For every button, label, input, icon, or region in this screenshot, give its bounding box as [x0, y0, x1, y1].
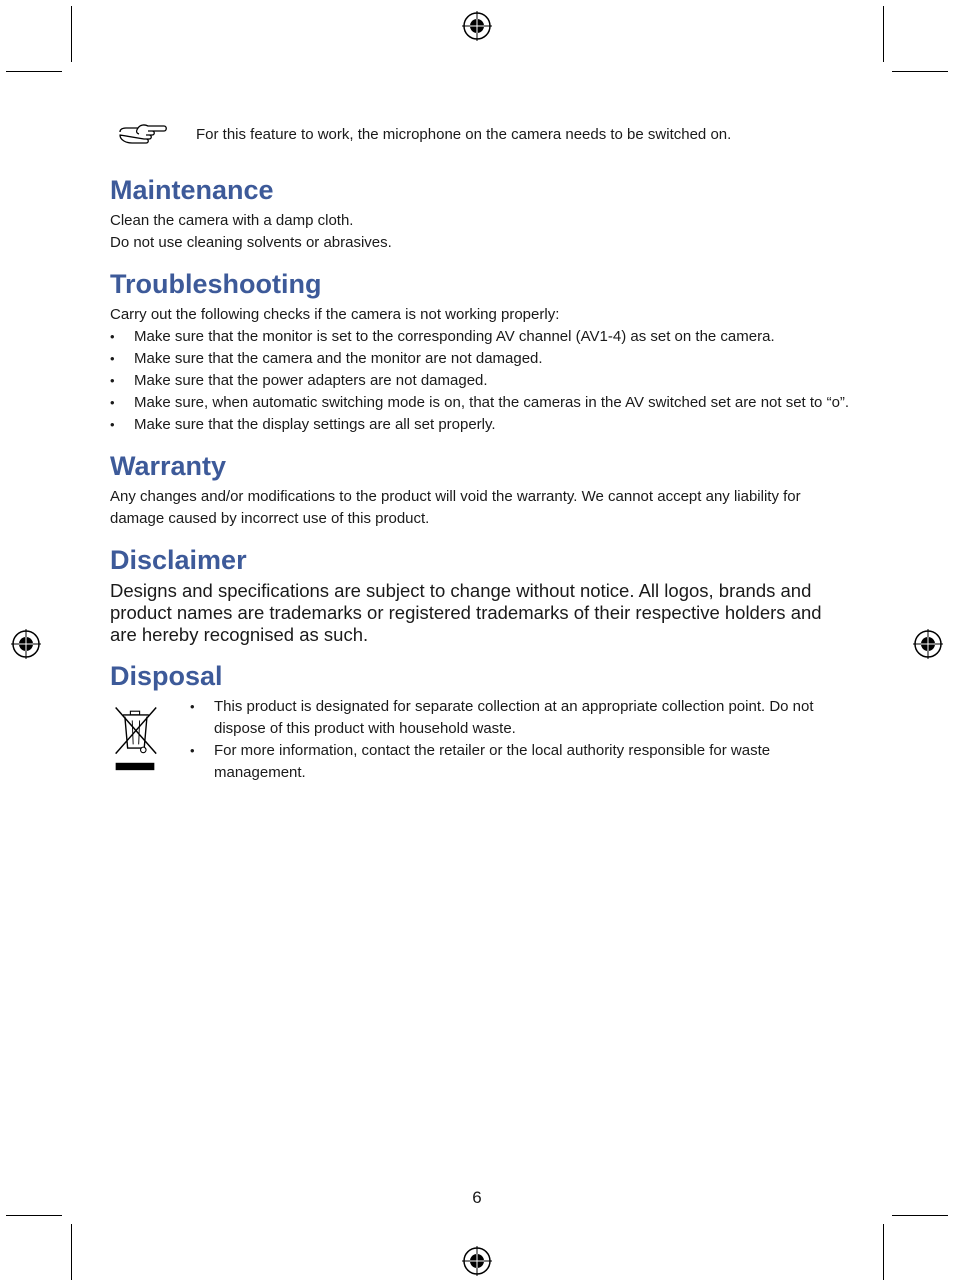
crop-mark-top-left-horizontal — [6, 71, 62, 72]
warranty-text: Any changes and/or modifications to the product will void the warranty. We cannot accept any liability for damage caused by incorrect use of this product. — [110, 488, 801, 527]
bullet: • — [110, 351, 115, 366]
crop-mark-bottom-right-horizontal — [892, 1215, 948, 1216]
bullet: • — [110, 373, 115, 388]
disclaimer-section — [110, 540, 850, 646]
crop-mark-top-right-horizontal — [892, 71, 948, 72]
list-item — [110, 414, 850, 436]
list-item-text: Make sure that the monitor is set to the corresponding AV channel (AV1-4) as set on the camera. — [134, 328, 775, 345]
registration-mark-icon — [461, 1245, 493, 1277]
list-item — [110, 370, 850, 392]
maintenance-section — [110, 170, 850, 254]
list-item — [110, 348, 850, 370]
crop-mark-bottom-right-vertical — [883, 1224, 884, 1280]
list-item — [110, 326, 850, 348]
feature-note — [118, 120, 878, 150]
disposal-list — [190, 696, 850, 784]
manual-page-content — [110, 170, 850, 806]
disclaimer-text: Designs and specifications are subject to change without notice. All logos, brands and product names are trademarks or registered trademarks of their respective holders and are hereby recognised as such. — [110, 580, 822, 645]
maintenance-line: Do not use cleaning solvents or abrasives. — [110, 234, 392, 251]
crop-mark-bottom-left-vertical — [71, 1224, 72, 1280]
disposal-section — [110, 656, 850, 796]
disclaimer-heading: Disclaimer — [110, 545, 247, 575]
list-item-text: This product is designated for separate collection at an appropriate collection point. Do not dispose of this product with household waste. — [214, 698, 814, 737]
page-number: 6 — [472, 1188, 482, 1207]
pointing-hand-icon — [118, 122, 168, 148]
list-item — [190, 696, 850, 740]
warranty-section — [110, 446, 850, 530]
disposal-row — [110, 696, 850, 796]
troubleshooting-intro: Carry out the following checks if the camera is not working properly: — [110, 306, 560, 323]
list-item-text: Make sure, when automatic switching mode is on, that the cameras in the AV switched set are not set to “o”. — [134, 394, 850, 411]
bullet: • — [110, 395, 115, 410]
crop-mark-bottom-left-horizontal — [6, 1215, 62, 1216]
bullet: • — [110, 417, 115, 432]
troubleshooting-heading: Troubleshooting — [110, 269, 322, 299]
registration-mark-icon — [10, 628, 42, 660]
warranty-heading: Warranty — [110, 451, 227, 481]
list-item-text: Make sure that the camera and the monitor are not damaged. — [134, 350, 543, 367]
troubleshooting-list — [110, 326, 850, 436]
note-text: For this feature to work, the microphone on the camera needs to be switched on. — [196, 126, 732, 143]
crop-mark-top-left-vertical — [71, 6, 72, 62]
list-item-text: Make sure that the display settings are all set properly. — [134, 416, 496, 433]
bullet: • — [190, 743, 195, 758]
crossed-out-wheelie-bin-icon — [110, 702, 160, 772]
maintenance-heading: Maintenance — [110, 175, 274, 205]
list-item — [110, 392, 850, 414]
bullet: • — [110, 329, 115, 344]
registration-mark-icon — [912, 628, 944, 660]
list-item-text: For more information, contact the retailer or the local authority responsible for waste management. — [214, 742, 771, 781]
crop-mark-top-right-vertical — [883, 6, 884, 62]
troubleshooting-section — [110, 264, 850, 436]
list-item-text: Make sure that the power adapters are not damaged. — [134, 372, 488, 389]
maintenance-line: Clean the camera with a damp cloth. — [110, 212, 354, 229]
bullet: • — [190, 699, 195, 714]
list-item — [190, 740, 850, 784]
registration-mark-icon — [461, 10, 493, 42]
disposal-heading: Disposal — [110, 661, 223, 691]
